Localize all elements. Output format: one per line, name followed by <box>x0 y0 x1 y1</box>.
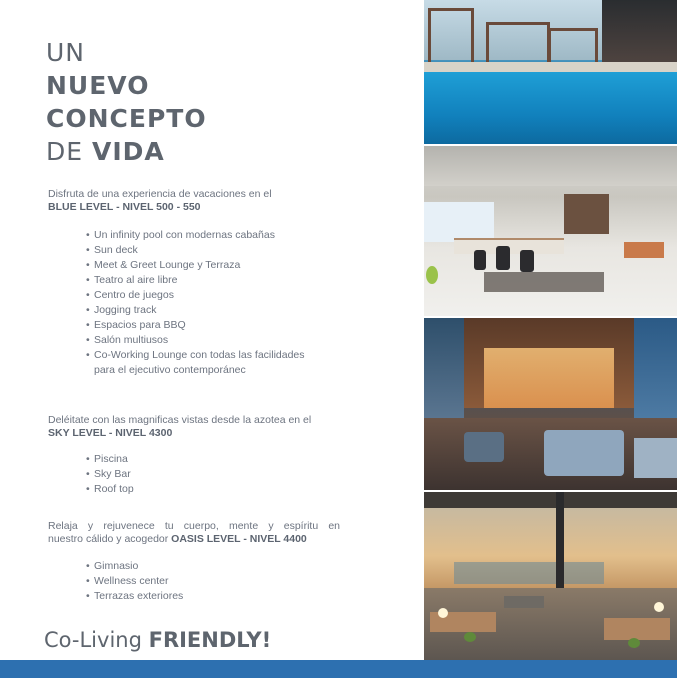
list-item: • Sky Bar <box>86 467 134 482</box>
list-item: • Roof top <box>86 482 134 497</box>
list-item: • Piscina <box>86 452 134 467</box>
sky-level-title: SKY LEVEL - NIVEL 4300 <box>48 427 173 439</box>
list-item: • Sun deck <box>86 243 305 258</box>
coworking-photo <box>424 146 677 316</box>
headline <box>46 36 207 168</box>
list-item: • Wellness center <box>86 574 183 589</box>
list-item: • Salón multiusos <box>86 333 305 348</box>
oasis-level-list <box>86 559 183 604</box>
list-item: • Un infinity pool con modernas cabañas <box>86 228 305 243</box>
list-item: • Meet & Greet Lounge y Terraza <box>86 258 305 273</box>
list-item: • Centro de juegos <box>86 288 305 303</box>
oasis-level-intro-line-1: Relaja y rejuvenece tu cuerpo, mente y espíritu en <box>48 520 340 532</box>
headline-line-2: NUEVO <box>46 71 150 100</box>
terrace-photo <box>424 492 677 660</box>
list-item: • Co-Working Lounge con todas las facilidades <box>86 348 305 363</box>
rooftop-lounge-photo <box>424 318 677 490</box>
blue-level-list <box>86 228 305 378</box>
sky-level-intro <box>48 414 311 440</box>
list-item-continuation: para el ejecutivo contemporánec <box>94 364 246 376</box>
list-item: • Terrazas exteriores <box>86 589 183 604</box>
blue-level-title: BLUE LEVEL - NIVEL 500 - 550 <box>48 201 201 213</box>
headline-line-3: CONCEPTO <box>46 104 207 133</box>
sky-level-intro-text: Deléitate con las magnificas vistas desde la azotea en el <box>48 414 312 426</box>
tagline <box>44 628 271 652</box>
oasis-level-title: OASIS LEVEL - NIVEL 4400 <box>171 533 307 545</box>
photo-column <box>424 0 677 660</box>
blue-level-intro-text: Disfruta de una experiencia de vacaciones en el <box>48 188 272 200</box>
oasis-level-intro <box>48 520 340 546</box>
pool-photo <box>424 0 677 144</box>
list-item: • Espacios para BBQ <box>86 318 305 333</box>
headline-line-4-bold: VIDA <box>92 137 165 166</box>
headline-line-4 <box>46 135 207 168</box>
headline-line-4-light: DE <box>46 137 92 166</box>
tagline-light: Co-Living <box>44 628 149 652</box>
oasis-level-intro-line-2 <box>48 533 340 546</box>
blue-level-intro <box>48 188 272 214</box>
footer-bar <box>0 660 677 678</box>
oasis-level-intro-text: nuestro cálido y acogedor <box>48 533 172 545</box>
headline-line-1: UN <box>46 38 85 67</box>
list-item: • Jogging track <box>86 303 305 318</box>
sky-level-list <box>86 452 134 497</box>
list-item: • Gimnasio <box>86 559 183 574</box>
tagline-bold: FRIENDLY! <box>148 628 272 652</box>
list-item: • Teatro al aire libre <box>86 273 305 288</box>
